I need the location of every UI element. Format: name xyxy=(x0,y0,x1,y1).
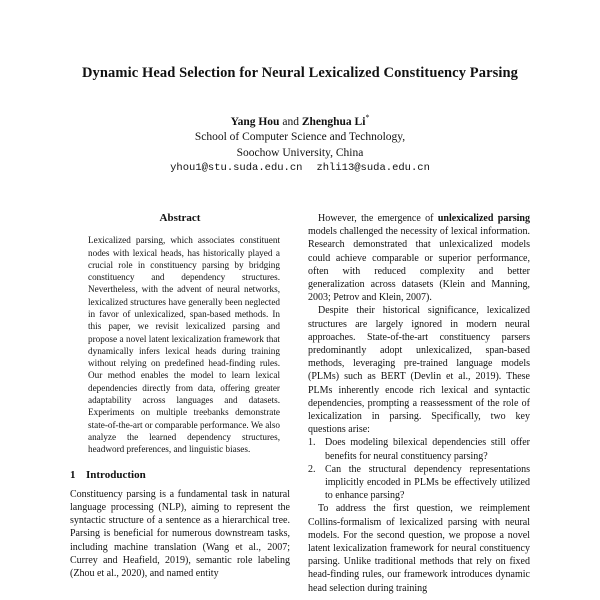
author-block xyxy=(0,110,600,177)
body-paragraph xyxy=(308,212,530,304)
author-names xyxy=(0,110,600,130)
section-title: Introduction xyxy=(86,468,146,481)
left-column xyxy=(70,212,290,580)
key-question-item xyxy=(308,436,530,462)
question-text: Can the structural dependency representations implicitly encoded in PLMs be effectively utilized to enhance parsing? xyxy=(325,463,530,502)
question-text: Does modeling bilexical dependencies still offer benefits for neural constituency parsing? xyxy=(325,437,530,462)
section-number: 1 xyxy=(70,468,76,481)
section-heading-introduction xyxy=(70,469,290,482)
abstract-text: Lexicalized parsing, which associates constituent nodes with lexical heads, has historically played a crucial role in constituency parsing by bridging constituency and dependency structures. Nevertheless, with the advent of neural networks, lexicalized structures have generally been neglected in favor of unlexicalized, span-based methods. In this paper, we revisit lexicalized parsing and propose a novel latent lexicalization framework that dynamically infers lexical heads during training without relying on predefined head-finding rules. Our method enables the model to learn lexical dependencies directly from data, offering greater adaptability across languages and datasets. Experiments on multiple treebanks demonstrate state-of-the-art or comparable performance. We also analyze the learned dependency structures, headword preferences, and linguistic biases. xyxy=(88,235,280,455)
key-questions-list xyxy=(308,436,530,502)
body-paragraph: Despite their historical significance, lexicalized structures are largely ignored in modern neural approaches. State-of-the-art constituency parsers predominantly adopt unlexicalized, span-based methods, leveraging pre-trained language models (PLMs) such as BERT (Devlin et al., 2019). These PLMs inherently encode rich lexical and syntactic dependencies, prompting a reassessment of the role of lexicalization in parsing. Specifically, two key questions arise: xyxy=(308,305,530,436)
author-separator: and xyxy=(282,115,299,128)
author-email[interactable]: yhou1@stu.suda.edu.cn xyxy=(170,162,303,175)
abstract-heading: Abstract xyxy=(159,212,201,224)
introduction-paragraph: Constituency parsing is a fundamental task in natural language processing (NLP), aiming to represent the syntactic structure of a sentence as a hierarchical tree. Parsing is beneficial for numerous downstream tasks, including machine translation (Wang et al., 2007; Currey and Heafield, 2019), semantic role labeling (Zhou et al., 2020), and named entity xyxy=(70,488,290,579)
corresponding-author-mark: * xyxy=(365,113,370,122)
affiliation-line: School of Computer Science and Technology, xyxy=(194,131,406,144)
author-email[interactable]: zhli13@suda.edu.cn xyxy=(316,162,430,175)
author-name: Zhenghua Li xyxy=(301,115,366,128)
author-name: Yang Hou xyxy=(230,115,280,128)
author-emails xyxy=(0,161,600,177)
question-number: 2. xyxy=(308,463,316,475)
key-question-item xyxy=(308,463,530,503)
right-column xyxy=(308,212,530,595)
paragraph-text: However, the emergence of xyxy=(318,213,438,224)
affiliation-line: Soochow University, China xyxy=(236,146,364,159)
emphasized-term: unlexicalized parsing xyxy=(437,213,530,224)
question-number: 1. xyxy=(308,437,316,449)
paper-title: Dynamic Head Selection for Neural Lexicalized Constituency Parsing xyxy=(81,65,519,81)
paragraph-text: models challenged the necessity of lexical information. Research demonstrated that unlexicalized models could achieve comparable or superior performance, often with reduced complexity and better generalization across datasets (Klein and Manning, 2003; Petrov and Klein, 2007). xyxy=(308,226,530,304)
body-paragraph: To address the first question, we reimplement Collins-formalism of lexicalized parsing with neural models. For the second question, we propose a novel latent lexicalization framework for neural constituency parsing. Unlike traditional methods that rely on fixed head-finding rules, our framework introduces dynamic head selection during training xyxy=(308,503,530,594)
